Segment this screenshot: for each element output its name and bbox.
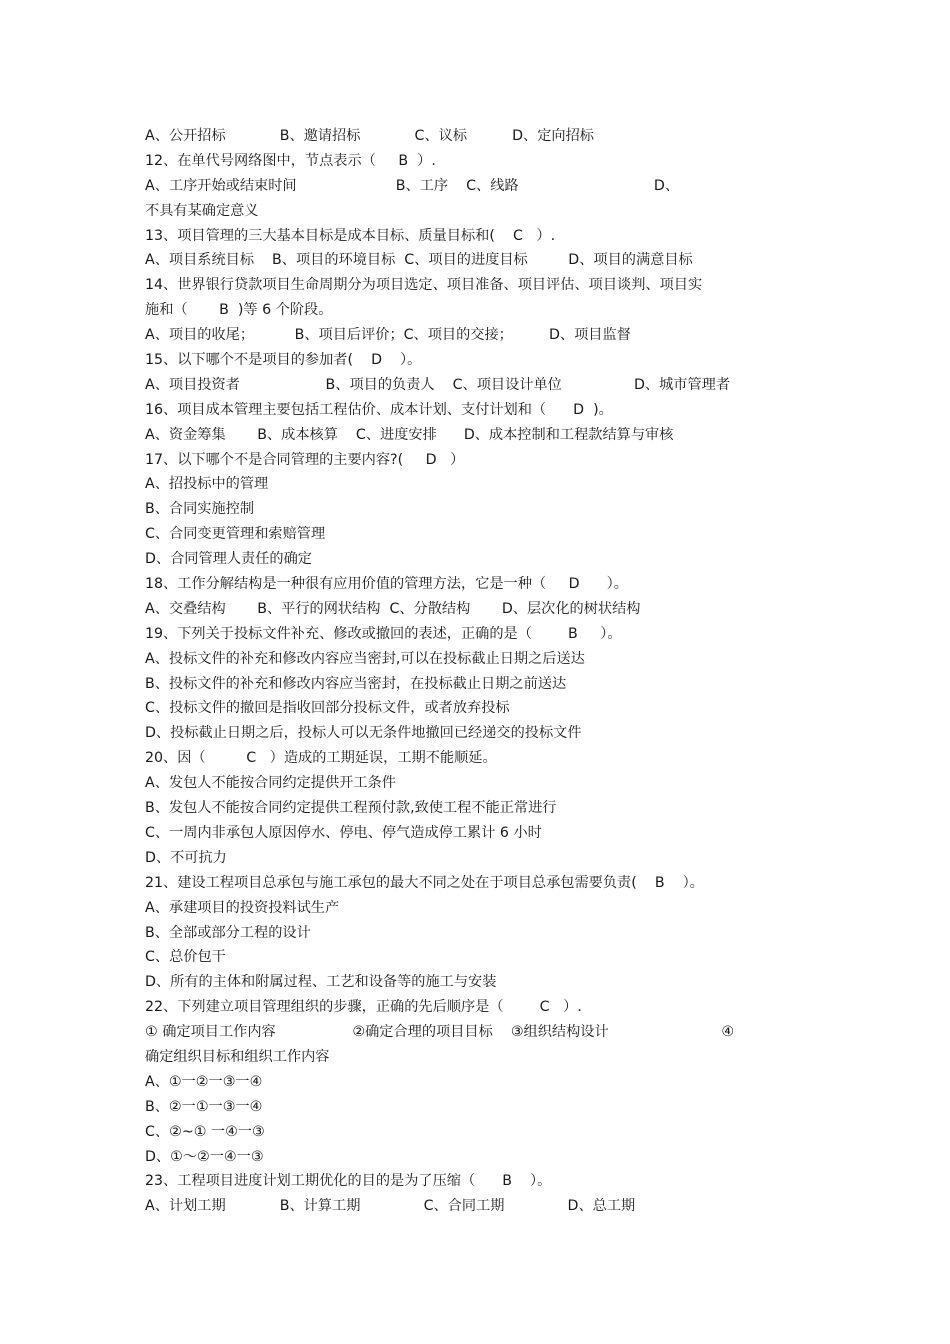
question-22: 22、下列建立项目管理组织的步骤，正确的先后顺序是（ C ）. xyxy=(145,999,582,1016)
question-text-block xyxy=(145,124,810,1219)
option-21b: B、全部或部分工程的设计 xyxy=(145,924,311,941)
question-18: 18、工作分解结构是一种很有应用价值的管理方法，它是一种（ D ）。 xyxy=(145,576,628,593)
option-22b: B、②一①一③一④ xyxy=(145,1098,263,1115)
question-14a: 14、世界银行贷款项目生命周期分为项目选定、项目准备、项目评估、项目谈判、项目实 xyxy=(145,277,703,294)
option-line-15: A、项目投资者 B、项目的负责人 C、项目设计单位 D、城市管理者 xyxy=(145,376,731,393)
question-19: 19、下列关于投标文件补充、修改或撤回的表述，正确的是（ B ）。 xyxy=(145,625,622,642)
option-17d: D、合同管理人责任的确定 xyxy=(145,551,312,568)
option-19c: C、投标文件的撤回是指收回部分投标文件，或者放弃投标 xyxy=(145,700,510,717)
option-20a: A、发包人不能按合同约定提供开工条件 xyxy=(145,775,396,792)
question-17: 17、以下哪个不是合同管理的主要内容?( D ） xyxy=(145,451,465,468)
option-line-18: A、交叠结构 B、平行的网状结构 C、分散结构 D、层次化的树状结构 xyxy=(145,600,641,617)
steps-22b: 确定组织目标和组织工作内容 xyxy=(145,1048,330,1065)
option-21c: C、总价包干 xyxy=(145,949,226,966)
question-20: 20、因（ C ）造成的工期延误，工期不能顺延。 xyxy=(145,750,497,767)
option-22a: A、①一②一③一④ xyxy=(145,1073,263,1090)
option-21d: D、所有的主体和附属过程、工艺和设备等的施工与安装 xyxy=(145,974,497,991)
option-20d: D、不可抗力 xyxy=(145,849,227,866)
option-line-16: A、资金筹集 B、成本核算 C、进度安排 D、成本控制和工程款结算与审核 xyxy=(145,426,674,443)
option-line-12b: 不具有某确定意义 xyxy=(145,202,259,219)
option-17c: C、合同变更管理和索赔管理 xyxy=(145,526,326,543)
option-20c: C、一周内非承包人原因停水、停电、停气造成停工累计 6 小时 xyxy=(145,824,542,841)
option-line-13: A、项目系统目标 B、项目的环境目标 C、项目的进度目标 D、项目的满意目标 xyxy=(145,252,693,269)
option-22d: D、①～②一④一③ xyxy=(145,1148,264,1165)
option-line-23: A、计划工期 B、计算工期 C、合同工期 D、总工期 xyxy=(145,1198,636,1215)
steps-22a: ① 确定项目工作内容 ②确定合理的项目目标 ③组织结构设计 ④ xyxy=(145,1024,735,1041)
option-22c: C、②~① 一④一③ xyxy=(145,1123,265,1140)
option-17a: A、招投标中的管理 xyxy=(145,476,269,493)
option-19b: B、投标文件的补充和修改内容应当密封，在投标截止日期之前送达 xyxy=(145,675,567,692)
option-line-11: A、公开招标 B、邀请招标 C、议标 D、定向招标 xyxy=(145,128,594,144)
question-12: 12、在单代号网络图中，节点表示（ B ）. xyxy=(145,152,436,169)
option-21a: A、承建项目的投资投料试生产 xyxy=(145,899,340,916)
question-21: 21、建设工程项目总承包与施工承包的最大不同之处在于项目总承包需要负责( B ）。 xyxy=(145,874,704,891)
option-19a: A、投标文件的补充和修改内容应当密封,可以在投标截止日期之后送达 xyxy=(145,650,585,667)
question-16: 16、项目成本管理主要包括工程估价、成本计划、支付计划和（ D )。 xyxy=(145,401,613,418)
question-14b: 施和（ B )等 6 个阶段。 xyxy=(145,302,333,319)
option-19d: D、投标截止日期之后，投标人可以无条件地撤回已经递交的投标文件 xyxy=(145,725,582,742)
question-23: 23、工程项目进度计划工期优化的目的是为了压缩（ B ）。 xyxy=(145,1173,552,1190)
option-20b: B、发包人不能按合同约定提供工程预付款,致使工程不能正常进行 xyxy=(145,800,557,817)
option-line-14: A、项目的收尾； B、项目后评价；C、项目的交接； D、项目监督 xyxy=(145,327,631,344)
option-line-12a: A、工序开始或结束时间 B、工序 C、线路 D、 xyxy=(145,177,680,194)
option-17b: B、合同实施控制 xyxy=(145,501,255,518)
question-13: 13、项目管理的三大基本目标是成本目标、质量目标和( C ）. xyxy=(145,227,556,244)
question-15: 15、以下哪个不是项目的参加者( D ）。 xyxy=(145,352,422,369)
